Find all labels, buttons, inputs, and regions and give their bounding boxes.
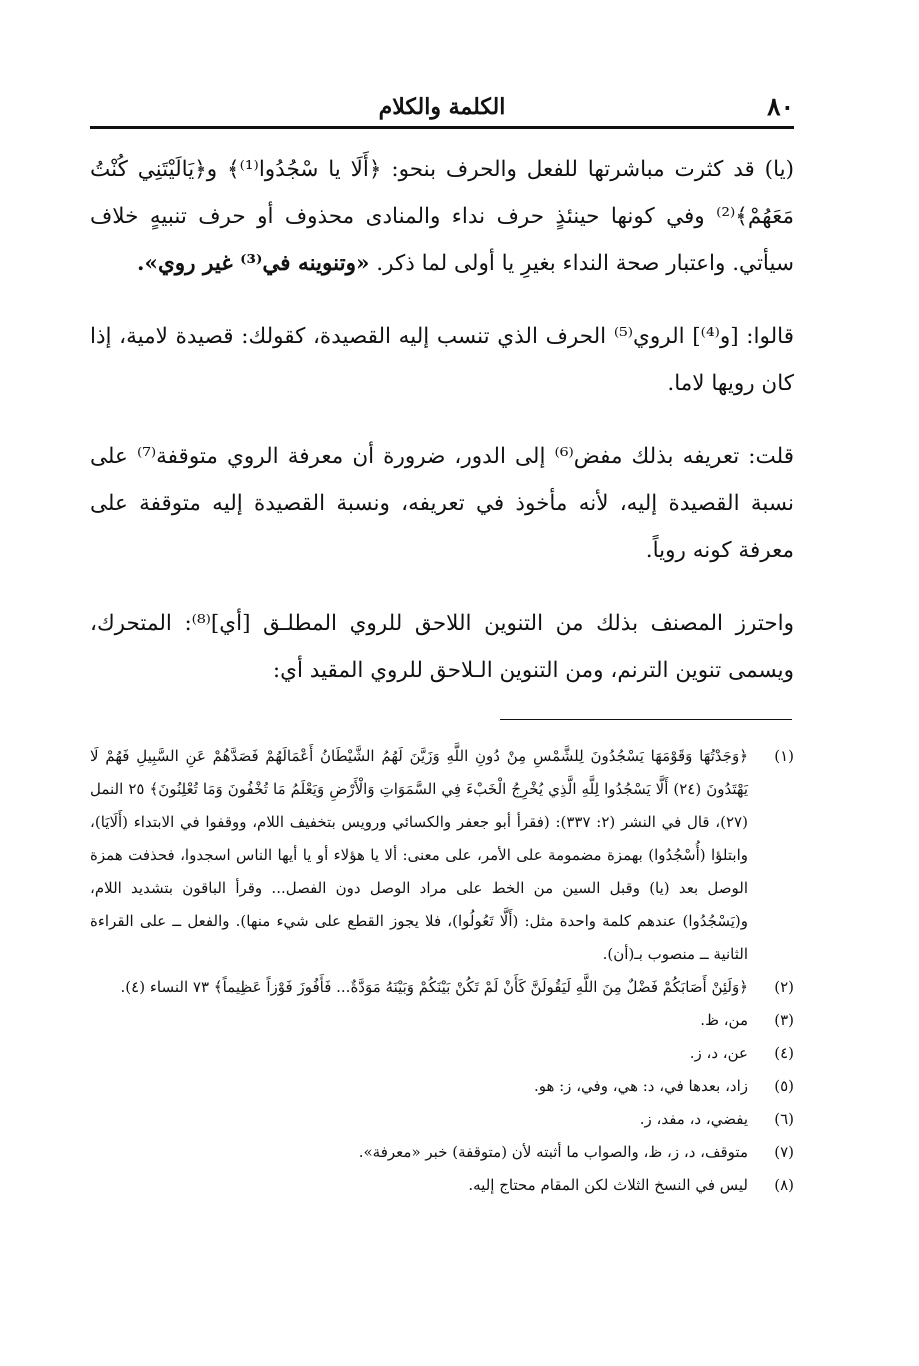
paragraph-3: قلت: تعريفه بذلك مفض⁽⁶⁾ إلى الدور، ضرورة أن معرفة الروي متوقفة⁽⁷⁾ على نسبة القصيدة إليه، لأنه مأخوذ في تعريفه، ونسبة القصيدة إليه متوقفة على معرفة كونه روياً. (90, 444, 795, 563)
footnote-number: (٣) (774, 1011, 794, 1029)
main-text (90, 146, 794, 720)
paragraph-1-text: (يا) قد كثرت مباشرتها للفعل والحرف بنحو: ﴿أَلَا يا سْجُدُوا⁽¹⁾﴾ و﴿يَالَيْتَنِي كُنْتُ مَعَهُمْ﴾⁽²⁾ وفي كونها حينئذٍ حرف نداء والمنادى محذوف أو حرف تنبيهٍ خلاف سيأتي. واعتبار صحة النداء بغيرِ يا أولى لما ذكر. (90, 157, 794, 276)
footnote-number: (٨) (774, 1176, 794, 1194)
footnote (90, 1070, 794, 1103)
footnotes (90, 740, 794, 1202)
paragraph-2: قالوا: [و⁽⁴⁾] الروي⁽⁵⁾ الحرف الذي تنسب إليه القصيدة، كقولك: قصيدة لامية، إذا كان رويها لاما. (90, 324, 794, 396)
footnote-number: (٧) (774, 1143, 794, 1161)
footnote-number: (٦) (774, 1110, 794, 1128)
footnote-number: (٢) (774, 978, 794, 996)
footnote-text: ﴿وَلَئِنْ أَصَابَكُمْ فَضْلٌ مِنَ اللَّهِ لَيَقُولَنَّ كَأَنْ لَمْ تَكُنْ بَيْنَكُمْ وَبَيْنَهُ مَوَدَّةٌ... فَأَفُوزَ فَوْزاً عَظِيماً﴾ ٧٣ النساء (٤). (120, 978, 748, 996)
page-number: ٨٠ (767, 92, 794, 121)
matn-quote: «وتنوينه في⁽³⁾ غير روي». (137, 251, 370, 276)
footnote-text: من، ظ. (700, 1011, 748, 1029)
footnote-text: زاد، بعدها في، د: هي، وفي، ز: هو. (533, 1077, 748, 1095)
footnote (90, 1004, 794, 1037)
footnote-text: عن، د، ز. (689, 1044, 748, 1062)
paragraph-4: واحترز المصنف بذلك من التنوين اللاحق للروي المطلـق [أي]⁽⁸⁾: المتحرك، ويسمى تنوين الترنم، ومن التنوين الـلاحق للروي المقيد أي: (90, 611, 794, 683)
footnote (90, 1103, 794, 1136)
footnote-number: (٥) (774, 1077, 794, 1095)
footnote-number: (١) (774, 747, 794, 765)
footnote-text: متوقف، د، ز، ظ، والصواب ما أثبته لأن (متوقفة) خبر «معرفة». (358, 1143, 748, 1161)
footnote-number: (٤) (774, 1044, 794, 1062)
footnote (90, 1169, 794, 1202)
footnote (90, 740, 794, 971)
page-header (90, 92, 794, 129)
footnote (90, 1037, 794, 1070)
running-title: الكلمة والكلام (378, 94, 506, 120)
footnote (90, 971, 794, 1004)
footnote-separator (500, 719, 792, 720)
paragraph-1 (90, 146, 794, 287)
footnote (90, 1136, 794, 1169)
footnote-text: ليس في النسخ الثلاث لكن المقام محتاج إليه. (468, 1176, 748, 1194)
footnote-text: يفضي، د، مفد، ز. (639, 1110, 748, 1128)
footnote-text: ﴿وَجَدْتُهَا وَقَوْمَهَا يَسْجُدُونَ لِلشَّمْسِ مِنْ دُونِ اللَّهِ وَزَيَّنَ لَهُمُ الشَّيْطَانُ أَعْمَالَهُمْ فَصَدَّهُمْ عَنِ السَّبِيلِ فَهُمْ لَا يَهْتَدُونَ (٢٤) أَلَّا يَسْجُدُوا لِلَّهِ الَّذِي يُخْرِجُ الْخَبْءَ فِي السَّمَوَاتِ وَالْأَرْضِ وَيَعْلَمُ مَا تُخْفُونَ وَمَا تُعْلِنُونَ﴾ ٢٥ النمل (٢٧)، قال في النشر (٢: ٣٣٧): (فقرأ أبو جعفر والكسائي ورويس بتخفيف اللام، ووقفوا في الابتداء (أَلَايَا)، وابتلؤا (أُسْجُدُوا) بهمزة مضمومة على الأمر، على معنى: ألا يا هؤلاء أو يا أيها الناس اسجدوا، فحذفت همزة الوصل بعد (يا) وقبل السين من الخط على مراد الوصل دون الفصل... وقرأ الباقون بتشديد اللام، و(يَسْجُدُوا) عندهم كلمة واحدة مثل: (أَلَّا تَعُولُوا)، فلا يجوز القطع على شيء منها). والفعل ــ على القراءة الثانية ــ منصوب بـ(أن). (90, 747, 748, 963)
